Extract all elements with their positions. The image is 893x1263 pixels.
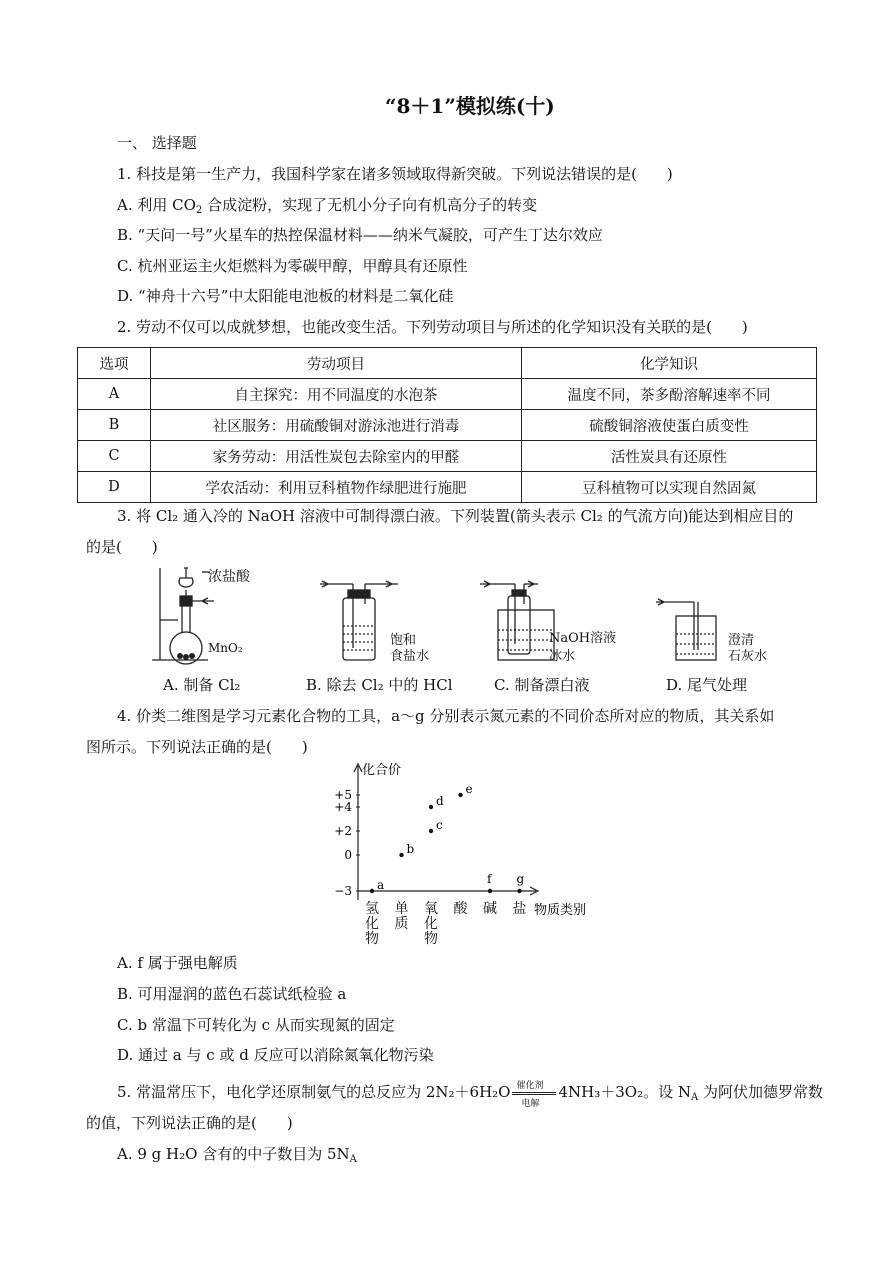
page-title: “8＋1”模拟练(十) [385,94,555,118]
point-c [429,829,433,833]
table-cell: 活性炭具有还原性 [522,441,817,472]
q2-stem: 2. 劳动不仅可以成就梦想，也能改变生活。下列劳动项目与所述的化学知识没有关联的是( ) [117,318,748,336]
q4-option-c: C. b 常温下可转化为 c 从而实现氮的固定 [117,1016,395,1034]
table-cell: 社区服务：用硫酸铜对游泳池进行消毒 [151,410,522,441]
q4-stem-line1: 4. 价类二维图是学习元素化合物的工具，a～g 分别表示氮元素的不同价态所对应的物质，其关系如 [117,707,775,725]
point-d [429,805,433,809]
point-a [370,889,374,893]
table-cell: 豆科植物可以实现自然固氮 [522,472,817,503]
table-row [78,472,817,503]
x-category-label: 酸 [453,901,468,917]
washing-bottle [343,598,375,660]
q3-stem-line2: 的是( ) [86,538,158,556]
table-cell: A [78,379,151,410]
y-tick-label: +2 [334,824,352,838]
x-category-label: 碱 [483,901,497,917]
q3-caption-c: C. 制备漂白液 [494,676,590,694]
label-ice-water: 冰水 [549,649,576,664]
section-heading: 一、 选择题 [117,134,197,152]
table-row [78,410,817,441]
reaction-arrow: 催化剂 电解 [510,1082,558,1102]
y-tick-label: 0 [344,848,352,862]
q1-option-b: B. “天问一号”火星车的热控保温材料——纳米气凝胶，可产生丁达尔效应 [117,226,603,244]
q5-option-a: A. 9 g H₂O 含有的中子数目为 $5N_A$ [117,1145,357,1165]
q5-stem-line1: 5. 常温常压下，电化学还原制氨气的总反应为 2N₂＋6H₂O 催化剂 电解 4NH₃＋3O₂。设 $N_A$ 为阿伏加德罗常数 [117,1081,823,1109]
point-label-e: e [465,782,473,796]
q3-caption-b: B. 除去 Cl₂ 中的 HCl [306,676,453,694]
ice-beaker [498,610,554,660]
q1-option-a: A. 利用 $CO_2$ 合成淀粉，实现了无机小分子向有机高分子的转变 [117,196,538,216]
q4-option-d: D. 通过 a 与 c 或 d 反应可以消除氮氧化物污染 [117,1046,434,1064]
q1-option-c: C. 杭州亚运主火炬燃料为零碳甲醇，甲醇具有还原性 [117,257,468,275]
table-header: 劳动项目 [151,348,522,379]
table-cell: 温度不同，茶多酚溶解速率不同 [522,379,817,410]
table-header: 选项 [78,348,151,379]
q4-stem-line2: 图所示。下列说法正确的是( ) [86,738,308,756]
point-label-g: g [516,872,525,886]
label-mno2: MnO₂ [208,641,243,655]
label-limewater-2: 石灰水 [728,649,768,664]
table-header: 化学知识 [522,348,817,379]
point-e [458,793,462,797]
label-naoh: NaOH溶液 [549,631,617,646]
label-conc-hcl: 浓盐酸 [208,569,250,585]
q4-option-b: B. 可用湿润的蓝色石蕊试纸检验 a [117,985,347,1003]
q3-caption-a: A. 制备 Cl₂ [163,676,241,694]
q3-stem-line1: 3. 将 Cl₂ 通入冷的 NaOH 溶液中可制得漂白液。下列装置(箭头表示 Cl₂ 的气流方向)能达到相应目的 [117,507,794,525]
q5-stem-line2: 的值，下列说法正确的是( ) [86,1114,293,1132]
x-category-label: 氢 化 物 [365,901,379,947]
point-label-c: c [436,818,443,832]
table-cell: 硫酸铜溶液使蛋白质变性 [522,410,817,441]
label-brine-2: 食盐水 [390,649,430,664]
y-axis-label: 化合价 [362,763,402,778]
y-tick-label: −3 [334,884,352,898]
table-cell: 家务劳动：用活性炭包去除室内的甲醛 [151,441,522,472]
table-cell: 学农活动：利用豆科植物作绿肥进行施肥 [151,472,522,503]
point-b [399,853,403,857]
table-cell: D [78,472,151,503]
table-row [78,379,817,410]
table-cell: 自主探究：用不同温度的水泡茶 [151,379,522,410]
x-category-label: 氧 化 物 [424,901,438,947]
q1-option-d: D. “神舟十六号”中太阳能电池板的材料是二氧化硅 [117,287,454,305]
q2-table [77,347,817,503]
q3-caption-d: D. 尾气处理 [666,676,748,694]
y-tick-label: +5 [334,788,352,802]
table-cell: B [78,410,151,441]
dropping-funnel [179,578,193,587]
x-axis-label: 物质类别 [534,903,587,918]
q4-option-a: A. f 属于强电解质 [117,954,238,972]
point-label-d: d [436,794,444,808]
point-label-b: b [406,842,415,856]
q1-stem: 1. 科技是第一生产力，我国科学家在诸多领域取得新突破。下列说法错误的是( ) [117,165,673,183]
point-label-f: f [487,872,492,886]
table-header-row [78,348,817,379]
point-f [488,889,492,893]
y-tick-label: +4 [334,800,352,814]
x-category-label: 盐 [512,901,527,917]
label-brine-1: 饱和 [390,633,417,648]
table-cell: C [78,441,151,472]
point-label-a: a [377,878,385,892]
label-limewater-1: 澄清 [728,633,755,648]
table-row [78,441,817,472]
point-g [517,889,521,893]
x-category-label: 单 质 [394,901,409,932]
